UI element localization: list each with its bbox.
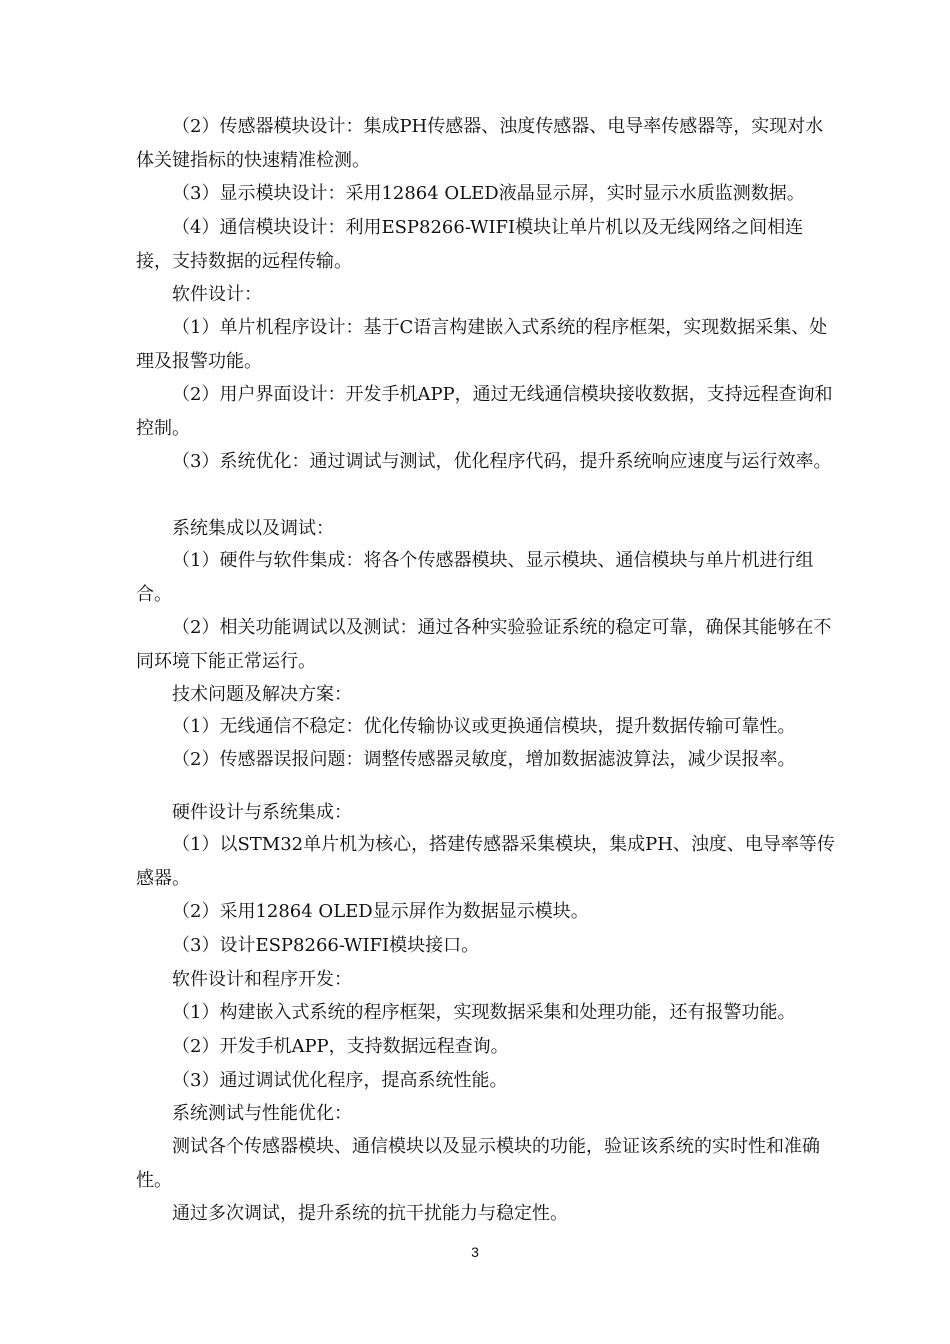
heading-software-design: 软件设计：: [172, 284, 262, 305]
heading-system-testing: 系统测试与性能优化：: [172, 1103, 352, 1124]
paragraph-hw-sw-integration: （1）硬件与软件集成：将各个传感器模块、显示模块、通信模块与单片机进行组合。: [136, 550, 814, 605]
paragraph-sensor-false-alarm: （2）传感器误报问题：调整传感器灵敏度，增加数据滤波算法，减少误报率。: [172, 749, 796, 770]
paragraph-mobile-app: （2）开发手机APP，支持数据远程查询。: [172, 1036, 509, 1057]
paragraph-debug-optimization: （3）通过调试优化程序，提高系统性能。: [172, 1070, 508, 1091]
paragraph-sensor-module: （2）传感器模块设计：集成PH传感器、浊度传感器、电导率传感器等，实现对水体关键指标的快速精准检测。: [136, 116, 824, 171]
paragraph-mcu-program: （1）单片机程序设计：基于C语言构建嵌入式系统的程序框架，实现数据采集、处理及报警功能。: [136, 317, 828, 372]
paragraph-stability: 通过多次调试，提升系统的抗干扰能力与稳定性。: [172, 1203, 568, 1224]
paragraph-display-module: （3）显示模块设计：采用12864 OLED液晶显示屏，实时显示水质监测数据。: [172, 183, 805, 204]
paragraph-system-optimization: （3）系统优化：通过调试与测试，优化程序代码，提升系统响应速度与运行效率。: [172, 451, 832, 472]
paragraph-program-framework: （1）构建嵌入式系统的程序框架，实现数据采集和处理功能，还有报警功能。: [172, 1002, 796, 1023]
paragraph-oled-display: （2）采用12864 OLED显示屏作为数据显示模块。: [172, 901, 589, 922]
paragraph-function-testing: （2）相关功能调试以及测试：通过各种实验验证系统的稳定可靠，确保其能够在不同环境下能正常运行。: [136, 617, 832, 672]
paragraph-stm32-core: （1）以STM32单片机为核心，搭建传感器采集模块，集成PH、浊度、电导率等传感器。: [136, 834, 835, 889]
heading-system-integration: 系统集成以及调试：: [172, 518, 334, 539]
heading-software-development: 软件设计和程序开发：: [172, 969, 352, 990]
paragraph-ui-design: （2）用户界面设计：开发手机APP，通过无线通信模块接收数据，支持远程查询和控制。: [136, 384, 833, 439]
paragraph-wireless-issue: （1）无线通信不稳定：优化传输协议或更换通信模块，提升数据传输可靠性。: [172, 716, 796, 737]
paragraph-esp8266-interface: （3）设计ESP8266-WIFI模块接口。: [172, 935, 480, 956]
heading-technical-issues: 技术问题及解决方案：: [172, 684, 352, 705]
paragraph-module-testing: 测试各个传感器模块、通信模块以及显示模块的功能，验证该系统的实时性和准确性。: [136, 1136, 820, 1191]
heading-hardware-design: 硬件设计与系统集成：: [172, 802, 352, 823]
paragraph-communication-module: （4）通信模块设计：利用ESP8266-WIFI模块让单片机以及无线网络之间相连接，支持数据的远程传输。: [136, 217, 804, 272]
page-number: 3: [471, 1244, 479, 1260]
